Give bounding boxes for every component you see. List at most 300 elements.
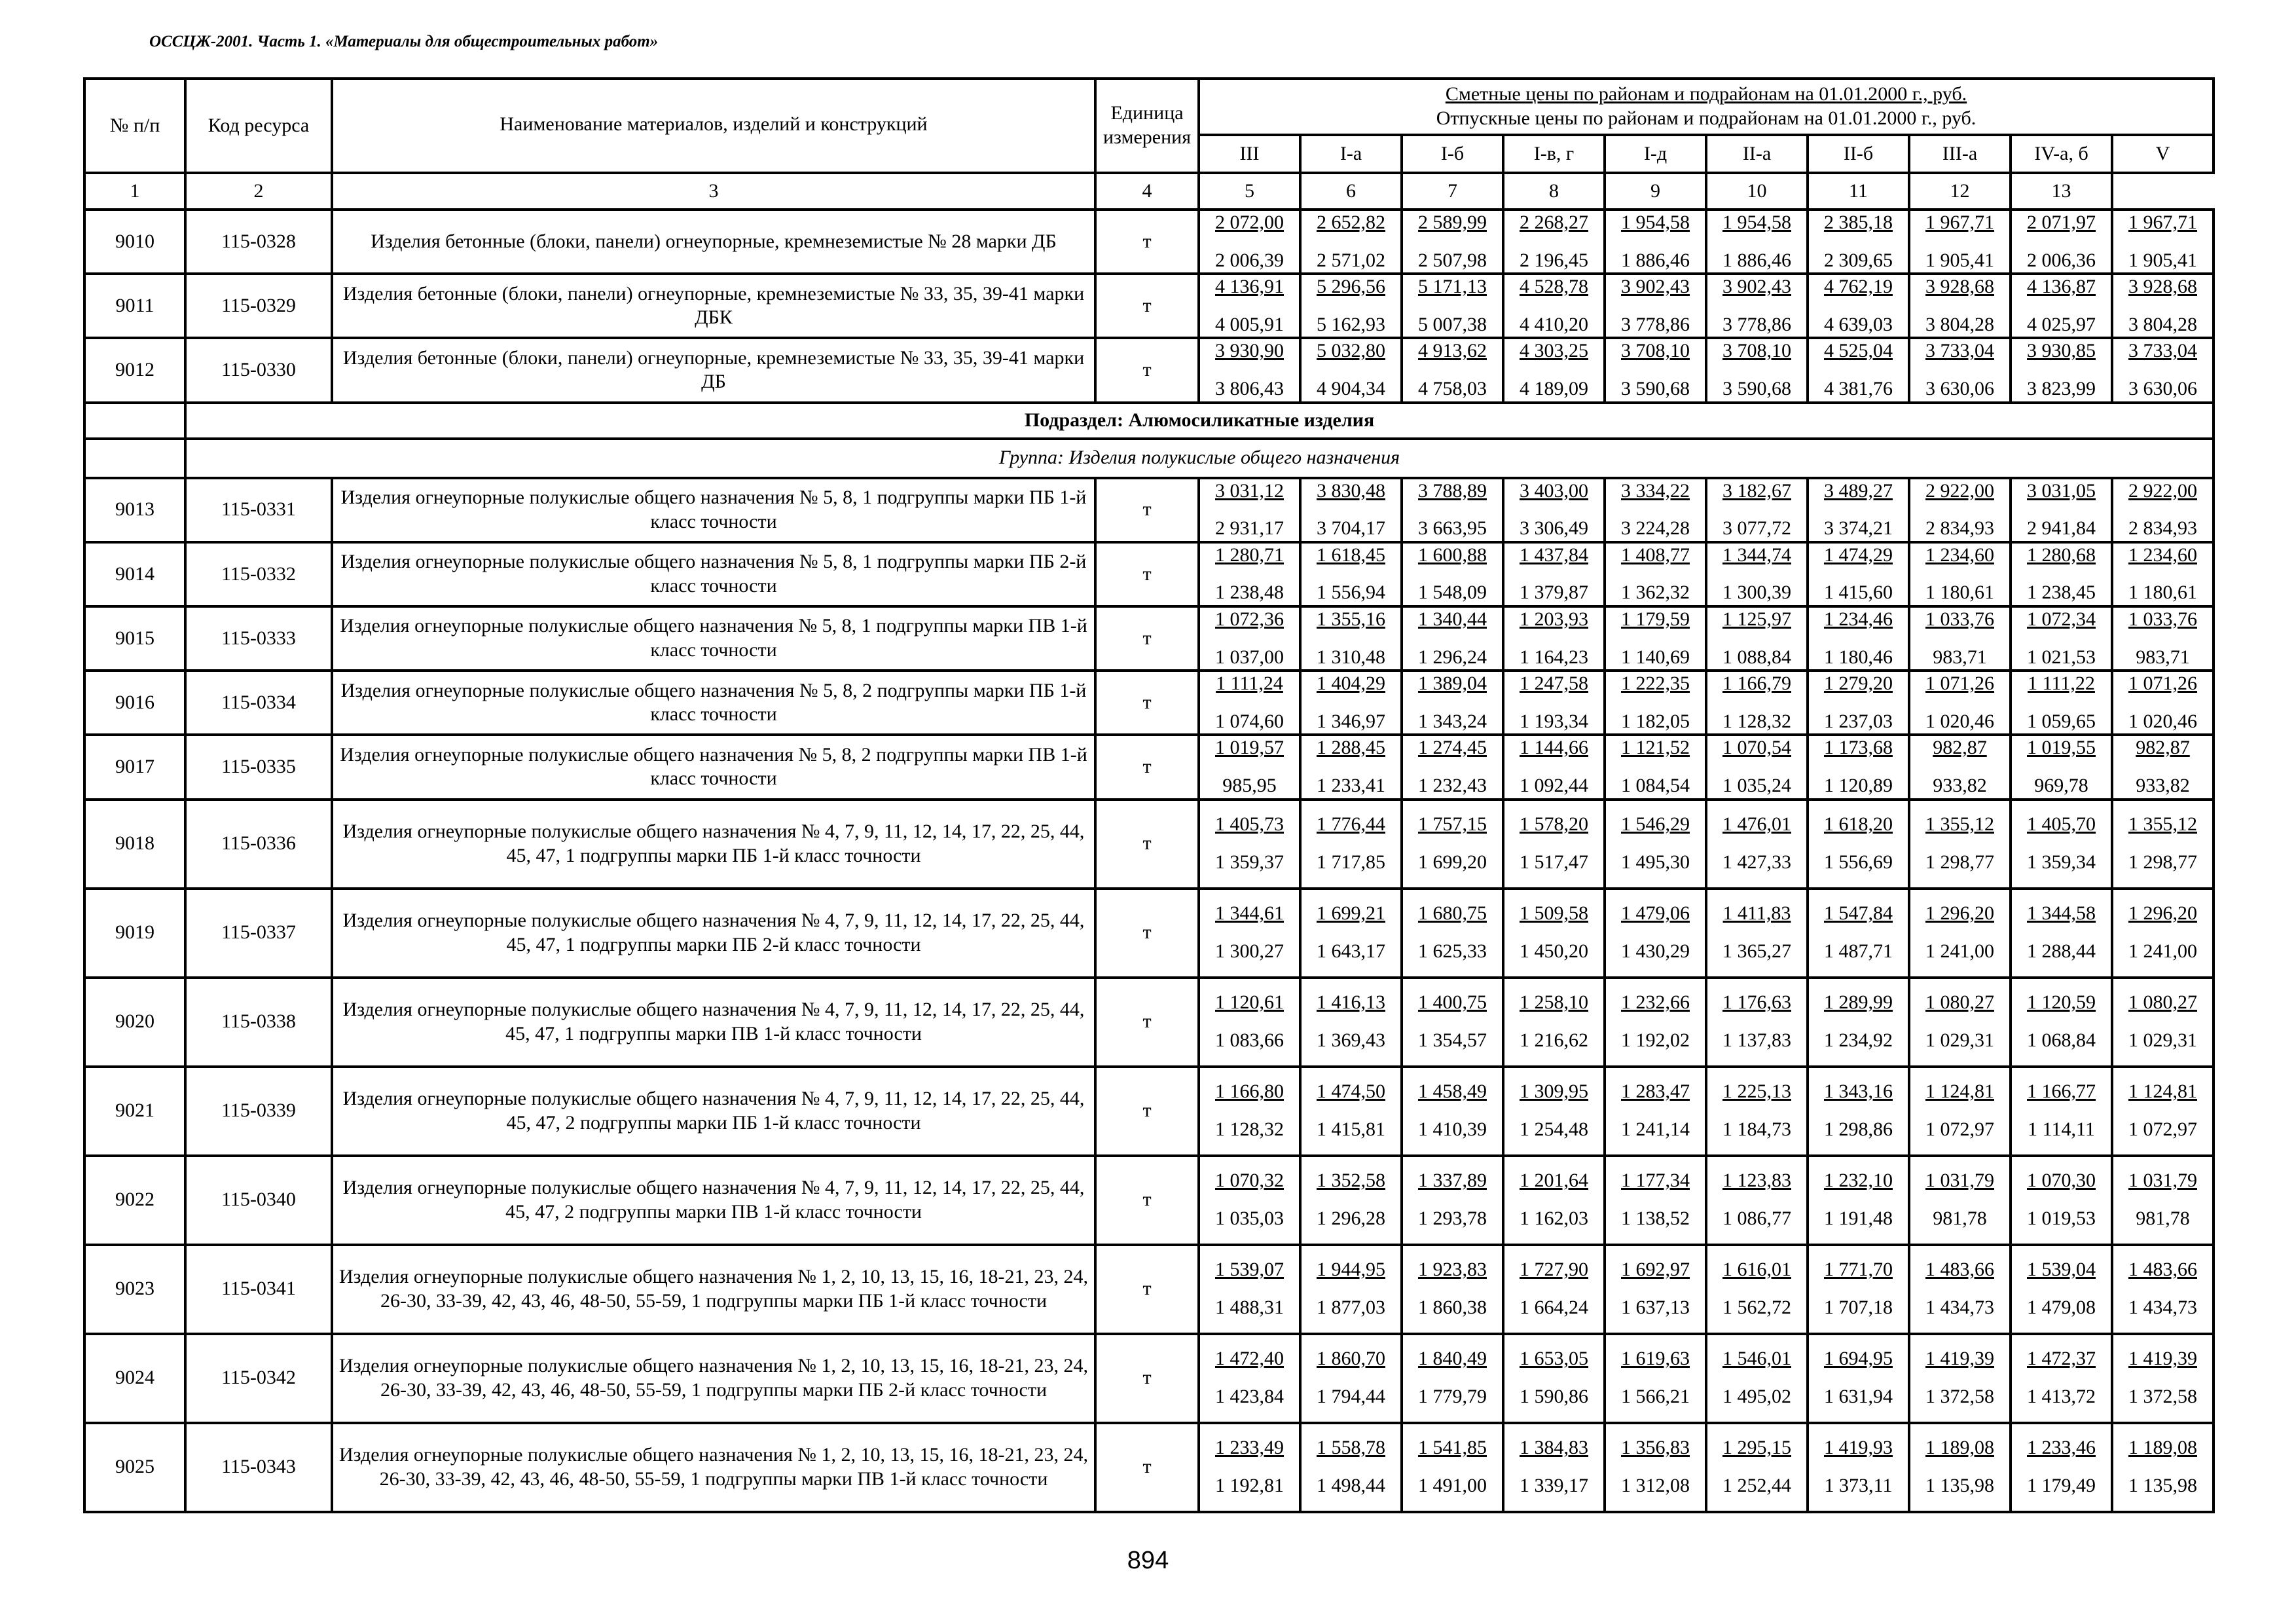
resource-code: 115-0339	[185, 1067, 332, 1156]
estimated-price: 1 944,95	[1317, 1259, 1385, 1281]
material-name: Изделия огнеупорные полукислые общего назначения № 4, 7, 9, 11, 12, 14, 17, 22, 25, 44, 45, 47, 2 подгруппы марки ПВ 1-й класс точности	[332, 1156, 1095, 1245]
release-price: 985,95	[1222, 774, 1277, 796]
column-number: 10	[1706, 173, 1808, 210]
row-number: 9025	[84, 1423, 185, 1512]
release-price: 1 877,03	[1317, 1297, 1385, 1318]
unit-of-measure: т	[1095, 338, 1199, 402]
price-cell	[1402, 606, 1503, 671]
price-cell	[1300, 274, 1402, 338]
unit-of-measure: т	[1095, 274, 1199, 338]
estimated-price: 1 280,68	[2027, 544, 2096, 566]
price-cell	[2011, 1334, 2112, 1423]
region-header: II-б	[1808, 135, 1909, 173]
estimated-price: 1 125,97	[1722, 608, 1791, 630]
release-price: 1 029,31	[1925, 1029, 1994, 1051]
price-cell	[1605, 735, 1706, 799]
price-cell	[2112, 1423, 2214, 1512]
release-price: 1 241,00	[2128, 940, 2197, 962]
region-header: I-б	[1402, 135, 1503, 173]
group-row	[84, 439, 2214, 478]
release-price: 1 860,38	[1418, 1297, 1487, 1318]
price-cell	[1706, 1156, 1808, 1245]
estimated-price: 3 403,00	[1520, 479, 1588, 502]
row-number: 9017	[84, 735, 185, 799]
estimated-price: 1 283,47	[1621, 1080, 1690, 1103]
price-cell	[1402, 338, 1503, 402]
estimated-price: 1 356,83	[1621, 1437, 1690, 1459]
price-cell	[1808, 606, 1909, 671]
unit-of-measure: т	[1095, 1067, 1199, 1156]
estimated-price: 1 071,26	[2128, 673, 2197, 695]
resource-code: 115-0329	[185, 274, 332, 338]
row-number: 9021	[84, 1067, 185, 1156]
price-cell	[1199, 889, 1300, 978]
price-cell	[1300, 478, 1402, 542]
price-cell	[2112, 889, 2214, 978]
price-cell	[1402, 542, 1503, 606]
estimated-price: 1 176,63	[1722, 991, 1791, 1014]
region-header: II-а	[1706, 135, 1808, 173]
estimated-price: 1 234,60	[1925, 544, 1994, 566]
price-table	[83, 77, 2215, 1513]
estimated-price: 3 928,68	[1925, 276, 1994, 298]
estimated-price: 3 830,48	[1317, 479, 1385, 502]
column-number: 2	[185, 173, 332, 210]
release-price: 1 083,66	[1215, 1029, 1284, 1051]
release-price: 1 298,77	[2128, 851, 2197, 873]
release-price: 2 834,93	[1925, 517, 1994, 540]
row-number: 9019	[84, 889, 185, 978]
estimated-price: 1 483,66	[2128, 1259, 2197, 1281]
estimated-price: 1 408,77	[1621, 544, 1690, 566]
price-cell	[1300, 210, 1402, 274]
price-cell	[1909, 478, 2011, 542]
price-cell	[1199, 1245, 1300, 1334]
estimated-price: 1 419,39	[1925, 1348, 1994, 1370]
price-cell	[1199, 274, 1300, 338]
resource-code: 115-0337	[185, 889, 332, 978]
price-cell	[1605, 1156, 1706, 1245]
release-price: 1 415,60	[1824, 581, 1893, 604]
estimated-price: 2 922,00	[1925, 479, 1994, 502]
estimated-price: 3 031,12	[1215, 479, 1284, 502]
price-cell	[1808, 478, 1909, 542]
release-price: 4 410,20	[1520, 313, 1588, 335]
estimated-price: 1 166,77	[2027, 1080, 2096, 1103]
release-price: 1 137,83	[1722, 1029, 1791, 1051]
table-row	[84, 889, 2214, 978]
release-price: 1 035,24	[1722, 774, 1791, 796]
price-cell	[1706, 478, 1808, 542]
estimated-price: 1 541,85	[1418, 1437, 1487, 1459]
release-price: 1 310,48	[1317, 646, 1385, 668]
price-cell	[1706, 1334, 1808, 1423]
release-price: 1 162,03	[1520, 1208, 1588, 1229]
release-price: 1 434,73	[2128, 1297, 2197, 1318]
price-cell	[1503, 606, 1605, 671]
price-cell	[1300, 978, 1402, 1067]
release-price: 1 084,54	[1621, 774, 1690, 796]
row-number: 9016	[84, 671, 185, 735]
estimated-price: 1 618,45	[1317, 544, 1385, 566]
release-price: 3 804,28	[2128, 313, 2197, 335]
estimated-price: 1 258,10	[1520, 991, 1588, 1014]
price-caption-estimated: Сметные цены по районам и подрайонам на 01.01.2000 г., руб.	[1445, 83, 1967, 105]
release-price: 1 074,60	[1215, 710, 1284, 732]
estimated-price: 1 757,15	[1418, 813, 1487, 836]
price-cell	[1909, 274, 2011, 338]
price-cell	[2011, 978, 2112, 1067]
material-name: Изделия огнеупорные полукислые общего назначения № 1, 2, 10, 13, 15, 16, 18-21, 23, 24, 26-30, 33-39, 42, 43, 46, 48-50, 55-59, 1 подгруппы марки ПБ 2-й класс точности	[332, 1334, 1095, 1423]
release-price: 983,71	[2136, 646, 2190, 668]
estimated-price: 1 954,58	[1621, 212, 1690, 233]
estimated-price: 1 355,12	[2128, 813, 2197, 836]
estimated-price: 3 334,22	[1621, 479, 1690, 502]
estimated-price: 1 389,04	[1418, 673, 1487, 695]
release-price: 2 196,45	[1520, 249, 1588, 271]
material-name: Изделия бетонные (блоки, панели) огнеупорные, кремнеземистые № 28 марки ДБ	[332, 210, 1095, 274]
column-number: 6	[1300, 173, 1402, 210]
row-number: 9011	[84, 274, 185, 338]
release-price: 4 904,34	[1317, 377, 1385, 399]
price-cell	[2112, 1334, 2214, 1423]
price-cell	[2011, 1156, 2112, 1245]
estimated-price: 1 776,44	[1317, 813, 1385, 836]
estimated-price: 4 525,04	[1824, 340, 1893, 362]
price-cell	[1402, 1067, 1503, 1156]
release-price: 2 941,84	[2027, 517, 2096, 540]
release-price: 1 298,77	[1925, 851, 1994, 873]
price-cell	[1605, 1334, 1706, 1423]
price-cell	[1706, 800, 1808, 889]
price-cell	[1909, 1156, 2011, 1245]
resource-code: 115-0338	[185, 978, 332, 1067]
release-price: 3 590,68	[1621, 377, 1690, 399]
price-cell	[1503, 542, 1605, 606]
price-cell	[1909, 606, 2011, 671]
header-unit: Единица измерения	[1095, 79, 1199, 173]
release-price: 1 128,32	[1722, 710, 1791, 732]
release-price: 1 631,94	[1824, 1386, 1893, 1407]
estimated-price: 3 930,90	[1215, 340, 1284, 362]
release-price: 1 252,44	[1722, 1475, 1791, 1496]
price-cell	[1808, 735, 1909, 799]
price-cell	[1808, 1067, 1909, 1156]
price-cell	[1300, 1334, 1402, 1423]
price-cell	[1199, 542, 1300, 606]
price-cell	[1199, 210, 1300, 274]
resource-code: 115-0341	[185, 1245, 332, 1334]
release-price: 1 238,48	[1215, 581, 1284, 604]
release-price: 1 488,31	[1215, 1297, 1284, 1318]
estimated-price: 1 120,59	[2027, 991, 2096, 1014]
estimated-price: 1 279,20	[1824, 673, 1893, 695]
price-cell	[1199, 1423, 1300, 1512]
estimated-price: 4 762,19	[1824, 276, 1893, 298]
release-price: 1 135,98	[2128, 1475, 2197, 1496]
price-cell	[1605, 478, 1706, 542]
blank-cell	[84, 403, 185, 439]
estimated-price: 1 072,34	[2027, 608, 2096, 630]
resource-code: 115-0333	[185, 606, 332, 671]
material-name: Изделия огнеупорные полукислые общего назначения № 4, 7, 9, 11, 12, 14, 17, 22, 25, 44, 45, 47, 1 подгруппы марки ПБ 2-й класс точности	[332, 889, 1095, 978]
estimated-price: 1 179,59	[1621, 608, 1690, 630]
release-price: 1 491,00	[1418, 1475, 1487, 1496]
price-cell	[1605, 889, 1706, 978]
estimated-price: 2 072,00	[1215, 212, 1284, 233]
release-price: 1 180,46	[1824, 646, 1893, 668]
estimated-price: 4 136,91	[1215, 276, 1284, 298]
price-cell	[1199, 1334, 1300, 1423]
release-price: 1 905,41	[1925, 249, 1994, 271]
header-code: Код ресурса	[185, 79, 332, 173]
release-price: 3 374,21	[1824, 517, 1893, 540]
row-number: 9015	[84, 606, 185, 671]
estimated-price: 1 472,37	[2027, 1348, 2096, 1370]
price-cell	[1300, 1156, 1402, 1245]
estimated-price: 1 296,20	[1925, 902, 1994, 925]
price-cell	[1909, 210, 2011, 274]
price-cell	[1199, 800, 1300, 889]
price-cell	[2011, 1245, 2112, 1334]
estimated-price: 1 019,57	[1215, 737, 1284, 759]
release-price: 1 434,73	[1925, 1297, 1994, 1318]
price-cell	[1909, 671, 2011, 735]
estimated-price: 1 539,04	[2027, 1259, 2096, 1281]
section-title: Подраздел: Алюмосиликатные изделия	[185, 403, 2214, 439]
release-price: 3 630,06	[1925, 377, 1994, 399]
release-price: 1 427,33	[1722, 851, 1791, 873]
price-cell	[1402, 671, 1503, 735]
estimated-price: 1 840,49	[1418, 1348, 1487, 1370]
price-cell	[1503, 210, 1605, 274]
price-cell	[2112, 1067, 2214, 1156]
release-price: 1 068,84	[2027, 1029, 2096, 1051]
price-caption-release: Отпускные цены по районам и подрайонам на 01.01.2000 г., руб.	[1436, 107, 1977, 129]
release-price: 2 006,36	[2027, 249, 2096, 271]
row-number: 9013	[84, 478, 185, 542]
estimated-price: 2 385,18	[1824, 212, 1893, 233]
price-cell	[1808, 1156, 1909, 1245]
estimated-price: 1 232,10	[1824, 1170, 1893, 1192]
price-cell	[2112, 1156, 2214, 1245]
estimated-price: 1 111,24	[1216, 673, 1283, 695]
release-price: 1 495,30	[1621, 851, 1690, 873]
release-price: 2 006,39	[1215, 249, 1284, 271]
estimated-price: 1 234,60	[2128, 544, 2197, 566]
estimated-price: 1 344,74	[1722, 544, 1791, 566]
price-cell	[1706, 889, 1808, 978]
estimated-price: 1 771,70	[1824, 1259, 1893, 1281]
release-price: 933,82	[1933, 774, 1987, 796]
material-name: Изделия огнеупорные полукислые общего назначения № 1, 2, 10, 13, 15, 16, 18-21, 23, 24, 26-30, 33-39, 42, 43, 46, 48-50, 55-59, 1 подгруппы марки ПВ 1-й класс точности	[332, 1423, 1095, 1512]
release-price: 1 088,84	[1722, 646, 1791, 668]
estimated-price: 3 788,89	[1418, 479, 1487, 502]
release-price: 3 804,28	[1925, 313, 1994, 335]
estimated-price: 1 954,58	[1722, 212, 1791, 233]
release-price: 1 234,92	[1824, 1029, 1893, 1051]
release-price: 1 886,46	[1722, 249, 1791, 271]
price-cell	[1909, 1423, 2011, 1512]
release-price: 1 794,44	[1317, 1386, 1385, 1407]
price-cell	[1706, 274, 1808, 338]
price-cell	[1199, 735, 1300, 799]
price-cell	[2112, 800, 2214, 889]
price-cell	[2112, 478, 2214, 542]
estimated-price: 1 123,83	[1722, 1170, 1791, 1192]
estimated-price: 1 124,81	[2128, 1080, 2197, 1103]
price-cell	[1605, 210, 1706, 274]
region-header: III	[1199, 135, 1300, 173]
estimated-price: 1 616,01	[1722, 1259, 1791, 1281]
resource-code: 115-0340	[185, 1156, 332, 1245]
estimated-price: 1 173,68	[1824, 737, 1893, 759]
price-cell	[1503, 1067, 1605, 1156]
price-cell	[1605, 338, 1706, 402]
resource-code: 115-0330	[185, 338, 332, 402]
release-price: 1 359,37	[1215, 851, 1284, 873]
estimated-price: 1 344,58	[2027, 902, 2096, 925]
estimated-price: 1 355,16	[1317, 608, 1385, 630]
release-price: 1 086,77	[1722, 1208, 1791, 1229]
price-cell	[1706, 606, 1808, 671]
release-price: 2 571,02	[1317, 249, 1385, 271]
release-price: 1 379,87	[1520, 581, 1588, 604]
region-header: I-в, г	[1503, 135, 1605, 173]
release-price: 1 092,44	[1520, 774, 1588, 796]
release-price: 1 020,46	[2128, 710, 2197, 732]
estimated-price: 1 120,61	[1215, 991, 1284, 1014]
release-price: 1 779,79	[1418, 1386, 1487, 1407]
estimated-price: 4 528,78	[1520, 276, 1588, 298]
estimated-price: 1 280,71	[1215, 544, 1284, 566]
table-row	[84, 542, 2214, 606]
estimated-price: 1 476,01	[1722, 813, 1791, 836]
estimated-price: 1 232,66	[1621, 991, 1690, 1014]
estimated-price: 1 189,08	[1925, 1437, 1994, 1459]
price-cell	[1402, 1245, 1503, 1334]
estimated-price: 1 967,71	[1925, 212, 1994, 233]
resource-code: 115-0334	[185, 671, 332, 735]
release-price: 1 625,33	[1418, 940, 1487, 962]
price-cell	[1402, 1156, 1503, 1245]
release-price: 1 140,69	[1621, 646, 1690, 668]
price-cell	[1605, 1245, 1706, 1334]
release-price: 1 562,72	[1722, 1297, 1791, 1318]
estimated-price: 1 031,79	[2128, 1170, 2197, 1192]
price-cell	[1503, 1156, 1605, 1245]
price-cell	[1402, 978, 1503, 1067]
region-header: III-а	[1909, 135, 2011, 173]
price-cell	[1605, 1067, 1706, 1156]
price-cell	[2112, 606, 2214, 671]
price-cell	[2112, 542, 2214, 606]
estimated-price: 3 930,85	[2027, 340, 2096, 362]
price-cell	[1503, 478, 1605, 542]
estimated-price: 2 071,97	[2027, 212, 2096, 233]
estimated-price: 1 033,76	[1925, 608, 1994, 630]
estimated-price: 1 558,78	[1317, 1437, 1385, 1459]
estimated-price: 3 902,43	[1621, 276, 1690, 298]
release-price: 3 806,43	[1215, 377, 1284, 399]
material-name: Изделия огнеупорные полукислые общего назначения № 5, 8, 1 подгруппы марки ПБ 1-й класс точности	[332, 478, 1095, 542]
release-price: 1 238,45	[2027, 581, 2096, 604]
release-price: 4 758,03	[1418, 377, 1487, 399]
price-cell	[2011, 800, 2112, 889]
estimated-price: 1 923,83	[1418, 1259, 1487, 1281]
release-price: 2 834,93	[2128, 517, 2197, 540]
material-name: Изделия огнеупорные полукислые общего назначения № 4, 7, 9, 11, 12, 14, 17, 22, 25, 44, 45, 47, 2 подгруппы марки ПБ 1-й класс точности	[332, 1067, 1095, 1156]
price-cell	[1402, 735, 1503, 799]
price-cell	[1808, 1423, 1909, 1512]
release-price: 1 300,27	[1215, 940, 1284, 962]
release-price: 1 886,46	[1621, 249, 1690, 271]
material-name: Изделия огнеупорные полукислые общего назначения № 5, 8, 2 подгруппы марки ПВ 1-й класс точности	[332, 735, 1095, 799]
unit-of-measure: т	[1095, 1245, 1199, 1334]
estimated-price: 1 458,49	[1418, 1080, 1487, 1103]
price-cell	[1199, 978, 1300, 1067]
price-cell	[1706, 1067, 1808, 1156]
price-cell	[1605, 606, 1706, 671]
price-cell	[1402, 478, 1503, 542]
release-price: 1 232,43	[1418, 774, 1487, 796]
estimated-price: 1 070,30	[2027, 1170, 2096, 1192]
release-price: 1 517,47	[1520, 851, 1588, 873]
estimated-price: 1 618,20	[1824, 813, 1893, 836]
release-price: 1 339,17	[1520, 1475, 1588, 1496]
estimated-price: 1 578,20	[1520, 813, 1588, 836]
release-price: 1 241,00	[1925, 940, 1994, 962]
estimated-price: 1 699,21	[1317, 902, 1385, 925]
release-price: 1 021,53	[2027, 646, 2096, 668]
estimated-price: 1 247,58	[1520, 673, 1588, 695]
blank-cell	[84, 439, 185, 478]
unit-of-measure: т	[1095, 889, 1199, 978]
estimated-price: 1 411,83	[1722, 902, 1791, 925]
price-cell	[2011, 606, 2112, 671]
row-number: 9022	[84, 1156, 185, 1245]
release-price: 1 479,08	[2027, 1297, 2096, 1318]
price-cell	[2011, 735, 2112, 799]
estimated-price: 1 288,45	[1317, 737, 1385, 759]
price-cell	[2011, 338, 2112, 402]
estimated-price: 2 652,82	[1317, 212, 1385, 233]
estimated-price: 2 268,27	[1520, 212, 1588, 233]
estimated-price: 3 708,10	[1621, 340, 1690, 362]
resource-code: 115-0342	[185, 1334, 332, 1423]
estimated-price: 1 031,79	[1925, 1170, 1994, 1192]
release-price: 3 663,95	[1418, 517, 1487, 540]
column-number: 13	[2011, 173, 2112, 210]
release-price: 3 778,86	[1722, 313, 1791, 335]
estimated-price: 1 352,58	[1317, 1170, 1385, 1192]
estimated-price: 1 274,45	[1418, 737, 1487, 759]
release-price: 983,71	[1933, 646, 1987, 668]
price-cell	[1300, 1423, 1402, 1512]
release-price: 1 643,17	[1317, 940, 1385, 962]
price-cell	[1706, 735, 1808, 799]
estimated-price: 1 384,83	[1520, 1437, 1588, 1459]
table-row	[84, 1156, 2214, 1245]
release-price: 1 293,78	[1418, 1208, 1487, 1229]
release-price: 1 241,14	[1621, 1118, 1690, 1140]
price-cell	[1402, 1423, 1503, 1512]
estimated-price: 1 967,71	[2128, 212, 2197, 233]
row-number: 9024	[84, 1334, 185, 1423]
price-cell	[1706, 542, 1808, 606]
price-cell	[2112, 210, 2214, 274]
estimated-price: 1 222,35	[1621, 673, 1690, 695]
